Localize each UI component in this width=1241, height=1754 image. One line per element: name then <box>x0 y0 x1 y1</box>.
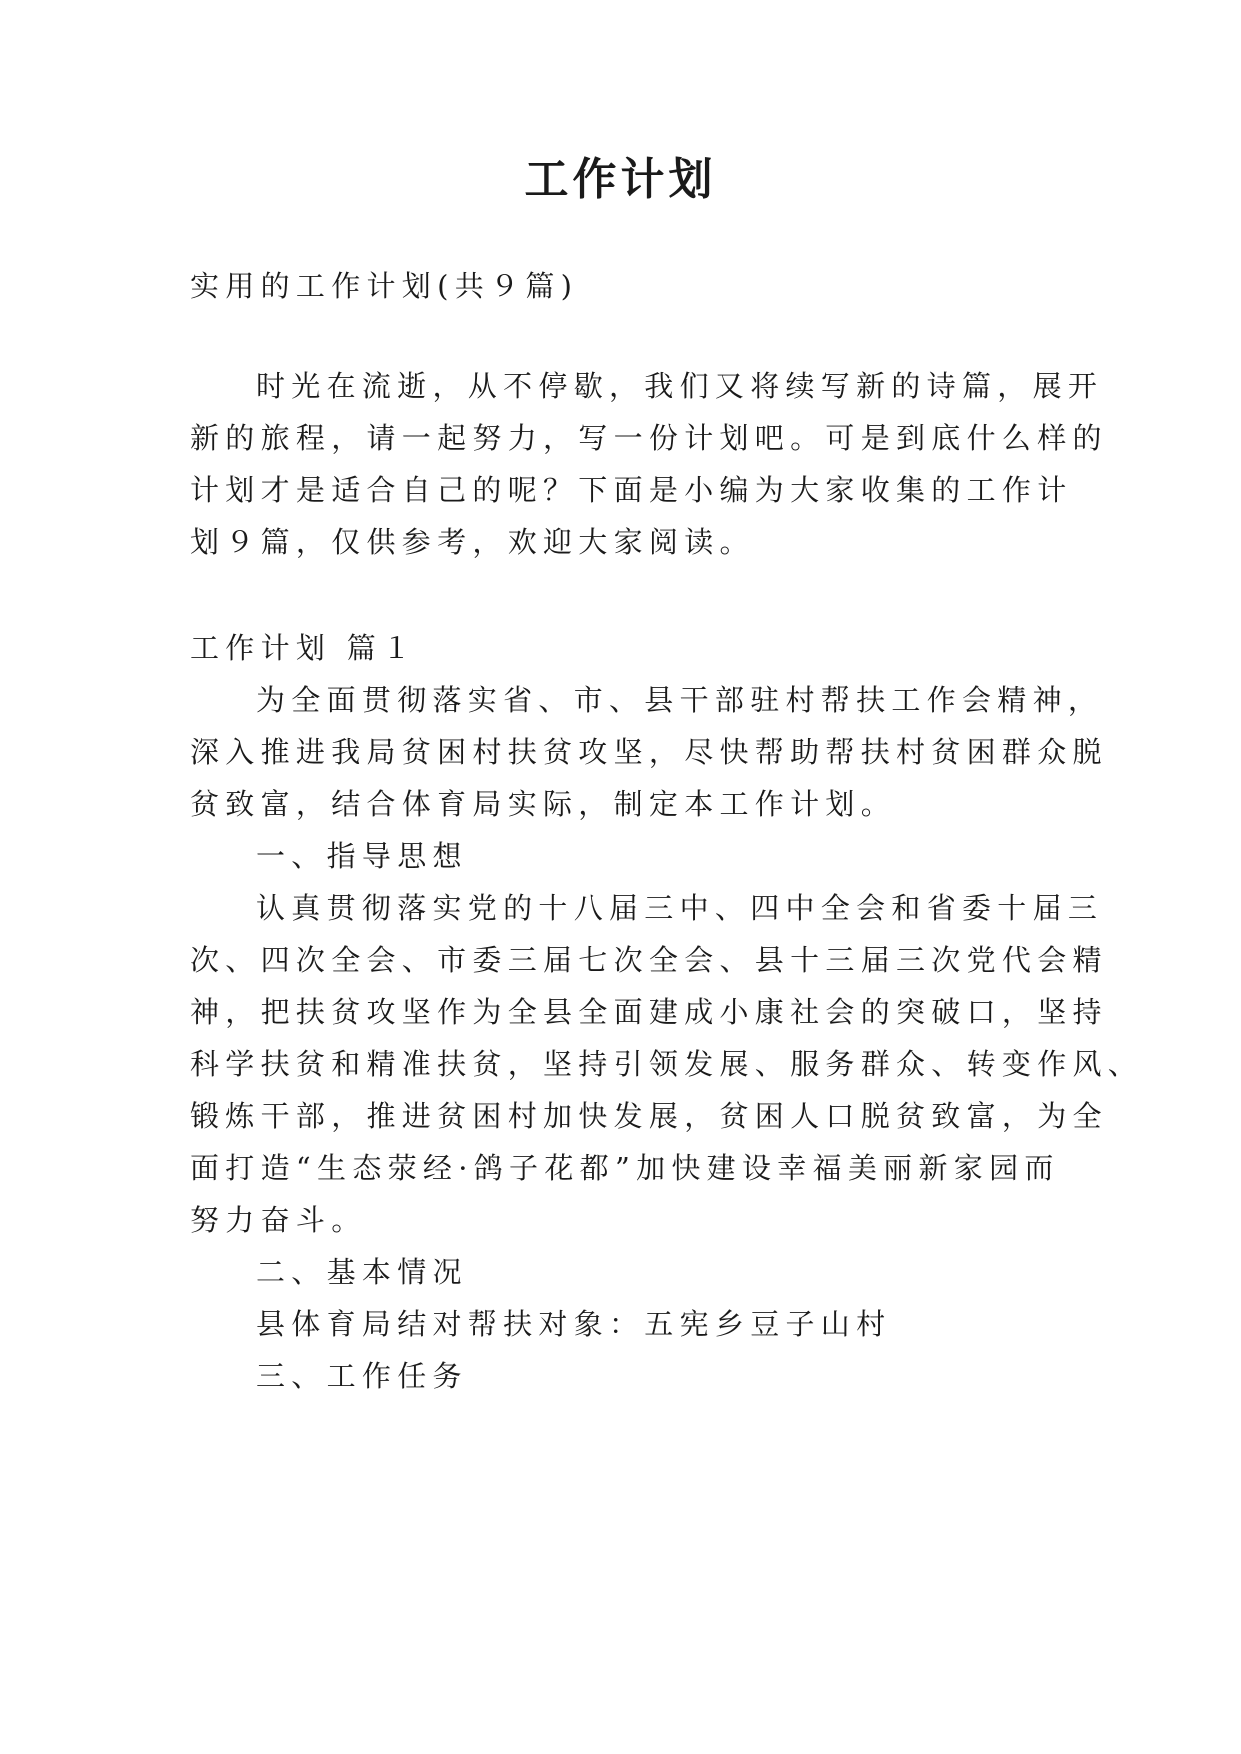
body-line: 努力奋斗。 <box>190 1203 367 1237</box>
body-line: 县体育局结对帮扶对象：五宪乡豆子山村 <box>256 1307 892 1341</box>
body-line: 锻炼干部，推进贫困村加快发展，贫困人口脱贫致富，为全 <box>190 1099 1108 1133</box>
document-title: 工作计划 <box>524 154 717 205</box>
section-heading: 工作计划 篇１ <box>190 631 418 665</box>
subheading-basic-situation: 二、基本情况 <box>256 1255 468 1289</box>
body-line: 深入推进我局贫困村扶贫攻坚，尽快帮助帮扶村贫困群众脱 <box>190 735 1108 769</box>
body-line: 贫致富，结合体育局实际，制定本工作计划。 <box>190 787 897 821</box>
body-line: 神，把扶贫攻坚作为全县全面建成小康社会的突破口，坚持 <box>190 995 1108 1029</box>
body-line: 认真贯彻落实党的十八届三中、四中全会和省委十届三 <box>256 891 1104 925</box>
subheading-work-tasks: 三、工作任务 <box>256 1359 468 1393</box>
intro-line: 时光在流逝，从不停歇，我们又将续写新的诗篇，展开 <box>256 369 1104 403</box>
body-line: 次、四次全会、市委三届七次全会、县十三届三次党代会精 <box>190 943 1108 977</box>
intro-line: 计划才是适合自己的呢？下面是小编为大家收集的工作计 <box>190 473 1073 507</box>
body-line: 为全面贯彻落实省、市、县干部驻村帮扶工作会精神， <box>256 683 1104 717</box>
intro-line: 划９篇，仅供参考，欢迎大家阅读。 <box>190 525 755 559</box>
document-subtitle: 实用的工作计划(共９篇) <box>190 269 579 303</box>
body-line: 科学扶贫和精准扶贫，坚持引领发展、服务群众、转变作风、 <box>190 1047 1144 1081</box>
body-line: 面打造“生态荥经·鸽子花都”加快建设幸福美丽新家园而 <box>190 1151 1060 1185</box>
intro-line: 新的旅程，请一起努力，写一份计划吧。可是到底什么样的 <box>190 421 1108 455</box>
subheading-guiding-ideology: 一、指导思想 <box>256 839 468 873</box>
